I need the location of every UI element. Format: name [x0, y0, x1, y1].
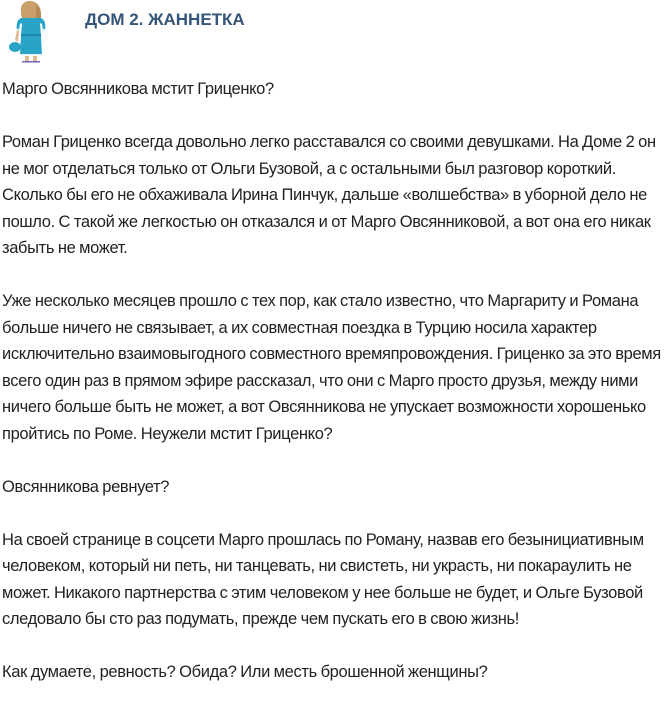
article-paragraph: Роман Гриценко всегда довольно легко расставался со своими девушками. На Доме 2 он не мог отделаться только от Ольги Бузовой, а с остальными был разговор короткий. Сколько бы его не обхаживала Ирина Пинчук, дальше «волшебства» в уборной дело не пошло. С такой же легкостью он отказался и от Марго Овсянниковой, а вот она его никак забыть не может. — [2, 133, 656, 257]
article-title: Марго Овсянникова мстит Гриценко? — [2, 80, 274, 98]
article-body — [2, 76, 666, 712]
post-header — [0, 0, 670, 70]
person-in-blue-dress-icon — [6, 0, 56, 64]
avatar[interactable] — [6, 0, 56, 64]
article-paragraph: Уже несколько месяцев прошло с тех пор, как стало известно, что Маргариту и Романа больше ничего не связывает, а их совместная поездка в Турцию носила характер исключительно взаимовыгодного совместного времяпровождения. Гриценко за это время всего один раз в прямом эфире рассказал, что они с Марго просто друзья, между ними ничего больше быть не может, а вот Овсянникова не упускает возможности хорошенько пройтись по Роме. Неужели мстит Гриценко? — [2, 292, 661, 443]
community-title[interactable]: ДОМ 2. ЖАННЕТКА — [85, 10, 245, 29]
article-subheading: Овсянникова ревнует? — [2, 477, 170, 496]
article-paragraph: На своей странице в соцсети Марго прошлась по Роману, назвав его безынициативным человеком, который ни петь, ни танцевать, ни свистеть, ни украсть, ни покараулить не может. Никакого партнерства с этим человеком у нее больше не будет, и Ольге Бузовой следовало бы сто раз подумать, прежде чем пускать его в свою жизнь! — [2, 530, 644, 628]
article-closing-question: Как думаете, ревность? Обида? Или месть брошенной женщины? — [2, 663, 488, 681]
